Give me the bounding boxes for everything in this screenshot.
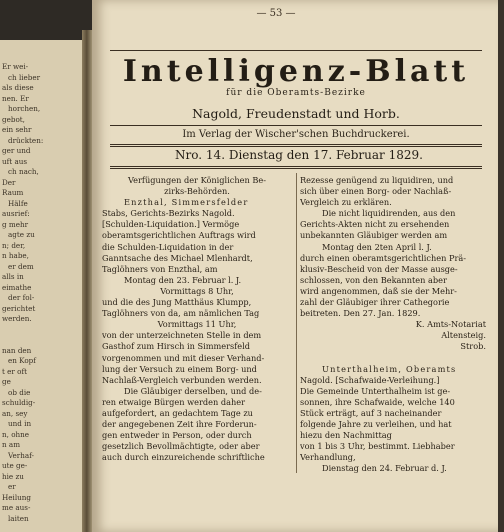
text-line: Vergleich zu erklären.: [300, 197, 392, 208]
left-page-text-fragment: ob die: [8, 387, 31, 397]
text-line: schlossen, von den Bekannten aber: [300, 274, 447, 285]
left-page-text-fragment: agte zu: [8, 230, 35, 239]
left-page-text-fragment: er dem: [8, 261, 34, 271]
left-page-text-fragment: eimathe: [2, 282, 32, 292]
left-page-text-fragment: er: [8, 482, 16, 491]
left-page-text-fragment: nen. Er: [2, 93, 29, 103]
text-line: zahl der Gläubiger ihrer Cathegorie: [300, 297, 450, 308]
left-page-text-fragment: Verhaf-: [8, 450, 34, 460]
left-page-text-fragment: me aus-: [2, 503, 31, 512]
text-line: sonnen, ihre Schafwaide, welche 140: [300, 396, 455, 407]
left-page-text-fragment: ch nach,: [8, 167, 39, 176]
section-heading: zirks-Behörden.: [164, 186, 230, 197]
text-line: die Schulden-Liquidation in der: [102, 241, 234, 252]
text-line: Gasthof zum Hirsch in Simmersfeld: [102, 341, 250, 352]
text-line: hiezu den Nachmittag: [300, 430, 392, 441]
left-page-text-fragment: ch lieber: [8, 72, 41, 82]
text-line: oberamtsgerichtlichen Auftrags wird: [102, 230, 256, 241]
text-line: von 1 bis 3 Uhr, bestimmt. Liebhaber: [300, 441, 455, 452]
text-line: Nagold. [Schafwaide-Verleihung.]: [300, 374, 440, 385]
page-edge: [498, 0, 504, 532]
text-line: unbekannten Gläubiger werden am: [300, 230, 448, 241]
text-line: auch durch einzureichende schriftliche: [102, 452, 265, 463]
left-page-text-fragment: ger und: [2, 146, 31, 155]
text-line: Taglöhners von Enzthal, am: [102, 263, 218, 274]
masthead-districts: Nagold, Freudenstadt und Horb.: [192, 106, 400, 121]
text-line: aufgefordert, an gedachtem Tage zu: [102, 407, 253, 418]
left-page-text-fragment: ein sehr: [2, 125, 32, 134]
text-line: und die des Jung Matthäus Klumpp,: [102, 297, 252, 308]
signature-line: K. Amts-Notariat: [415, 319, 486, 330]
publisher-line: Im Verlag der Wischer'schen Buchdruckerei.: [182, 129, 410, 140]
left-page-text-fragment: Hälfe: [8, 198, 28, 208]
text-line: [Schulden-Liquidation.] Vermöge: [102, 219, 240, 230]
left-page-text-fragment: werden.: [2, 314, 32, 323]
left-page-text-fragment: n, ohne: [2, 429, 30, 439]
text-line: Die Gemeinde Unterthalheim ist ge-: [300, 385, 451, 396]
left-page-text-fragment: uft aus: [2, 156, 28, 166]
left-page-text-fragment: n habe,: [2, 251, 29, 260]
issue-rule-top: [110, 144, 482, 147]
masthead-subtitle: für die Oberamts-Bezirke: [226, 88, 366, 98]
signature-line: Altensteig.: [441, 330, 486, 341]
text-line: Rezesse genügend zu liquidiren, und: [300, 175, 454, 185]
left-page-text-fragment: gerichtet: [2, 303, 36, 313]
text-line: Montag den 23. Februar l. J.: [124, 274, 242, 285]
text-line: Verhandlung,: [300, 452, 356, 463]
left-page-text-fragment: ge: [2, 377, 11, 386]
text-line: lung der Versuch zu einem Borg- und: [102, 363, 257, 374]
masthead-rule-mid: [110, 125, 482, 126]
masthead-title: Intelligenz-Blatt: [122, 54, 470, 89]
text-line: Taglöhners von da, am nämlichen Tag: [102, 308, 260, 319]
text-line: Dienstag den 24. Februar d. J.: [322, 463, 447, 474]
newspaper-page: [92, 0, 498, 532]
left-page-text-fragment: alls in: [2, 272, 24, 281]
left-page-text-fragment: Raum: [2, 188, 24, 197]
text-line: Gerichts-Akten nicht zu ersehenden: [300, 219, 450, 230]
section-heading: Verfügungen der Königlichen Be-: [128, 175, 266, 185]
text-line: der angegebenen Zeit ihre Forderun-: [102, 419, 257, 430]
left-page-text-fragment: hie zu: [2, 471, 24, 481]
text-line: gesetzlich Bevollmächtigte, oder aber: [102, 441, 260, 452]
text-line: durch einen oberamtsgerichtlichen Prä-: [300, 252, 467, 263]
text-line: Stück erträgt, auf 3 nacheinander: [300, 407, 442, 418]
left-page-text-fragment: laiten: [8, 513, 29, 523]
right-column: [300, 175, 486, 475]
left-page-text-fragment: gebot,: [2, 114, 25, 124]
column-divider: [296, 173, 297, 473]
text-line: Unterthalheim, Oberamts: [322, 363, 457, 374]
left-page-text-fragment: Er wei-: [2, 62, 29, 71]
left-column: [102, 175, 292, 463]
text-line: klusiv-Bescheid von der Masse ausge-: [300, 263, 458, 274]
page-number: — 53 —: [256, 8, 296, 19]
masthead-rule-top: [110, 50, 482, 51]
left-page-text-fragment: g mehr: [2, 219, 29, 229]
spacer: [300, 353, 486, 364]
text-line: Die nicht liquidirenden, aus den: [322, 208, 456, 219]
left-page-text-fragment: t er oft: [2, 366, 28, 376]
text-line: Nachlaß-Vergleich verbunden werden.: [102, 374, 262, 385]
left-page-text-fragment: n am: [2, 440, 21, 449]
text-line: ren etwaige Bürgen werden daher: [102, 396, 246, 407]
left-page-text-fragment: als diese: [2, 83, 34, 92]
left-page-text-fragment: en Kopf: [8, 356, 36, 365]
text-line: Stabs, Gerichts-Bezirks Nagold.: [102, 208, 235, 219]
text-line: Die Gläubiger derselben, und de-: [124, 385, 262, 396]
text-line: beitreten. Den 27. Jan. 1829.: [300, 308, 421, 319]
left-page-text-fragment: an, sey: [2, 408, 28, 418]
issue-line: Nro. 14. Dienstag den 17. Februar 1829.: [175, 148, 423, 162]
issue-rule-bottom: [110, 166, 482, 169]
text-line: vorgenommen und mit dieser Verhand-: [102, 352, 265, 363]
text-line: Ganntsache des Michael Mlenhardt,: [102, 252, 253, 263]
left-page-text-fragment: Der: [2, 177, 16, 187]
text-line: Enzthal, Simmersfelder: [124, 197, 249, 208]
signature-line: Strob.: [460, 341, 486, 352]
left-page-text-fragment: Heilung: [2, 492, 31, 502]
text-line: gen entweder in Person, oder durch: [102, 430, 252, 441]
text-line: folgende Jahre zu verleihen, und hat: [300, 419, 452, 430]
text-line: Vormittags 11 Uhr,: [157, 319, 237, 330]
left-page-text-fragment: nan den: [2, 345, 32, 355]
left-page-text-fragment: horchen,: [8, 104, 41, 113]
text-line: Vormittags 8 Uhr,: [160, 285, 234, 296]
left-page-text-fragment: ausrief:: [2, 209, 30, 218]
text-line: Montag den 2ten April l. J.: [322, 241, 432, 252]
text-line: von der unterzeichneten Stelle in dem: [102, 330, 262, 341]
left-page-text-fragment: und in: [8, 419, 32, 428]
left-page-text-fragment: drückten:: [8, 135, 44, 145]
text-line: sich über einen Borg- oder Nachlaß-: [300, 186, 452, 197]
left-page-text-fragment: n; der,: [2, 240, 26, 250]
left-page-edge: [0, 40, 86, 532]
left-page-text-fragment: der fol-: [8, 293, 35, 302]
left-page-text-fragment: ute ge-: [2, 461, 28, 470]
text-line: wird angenommen, daß sie der Mehr-: [300, 285, 457, 296]
left-page-text-fragment: schuldig-: [2, 398, 36, 407]
